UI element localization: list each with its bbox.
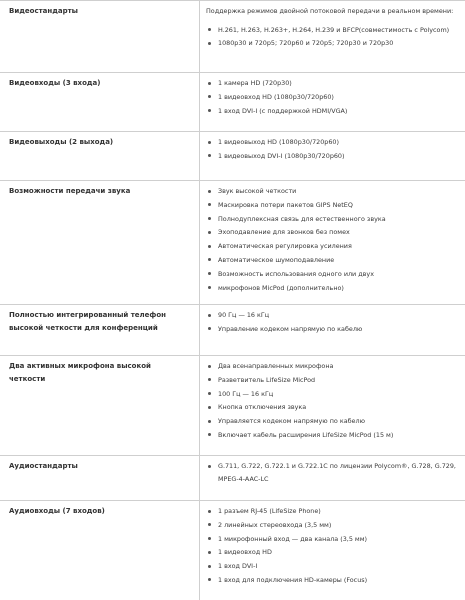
list-item: Управление кодеком напрямую по кабелю: [206, 323, 456, 336]
spec-row-audio-standards: [0, 455, 465, 500]
row-body: [206, 460, 456, 486]
column-divider: [199, 132, 200, 180]
bullet-icon: [208, 578, 211, 581]
list-item: 1 разъем RJ-45 (LifeSize Phone): [206, 505, 456, 518]
list-item: 1080p30 и 720p5; 720p60 и 720p5; 720p30 и 720p30: [206, 37, 456, 50]
list-item: 1 вход DVI-I (с поддержкой HDMI/VGA): [206, 105, 456, 118]
row-title: Видеовыходы (2 выхода): [9, 138, 114, 146]
row-title: Видеостандарты: [9, 7, 78, 15]
spec-row-audio-inputs: [0, 500, 465, 600]
column-divider: [199, 1, 200, 72]
bullet-icon: [208, 272, 211, 275]
bullet-icon: [208, 314, 211, 317]
bullet-icon: [208, 217, 211, 220]
row-body: [206, 77, 456, 118]
list-item: Автоматическое шумоподавление: [206, 254, 456, 267]
list-item: 1 видеовыход DVI-I (1080p30/720p60): [206, 150, 456, 163]
list-item: Полнодуплексная связь для естественного звука: [206, 213, 456, 226]
column-divider: [199, 305, 200, 355]
item-list: [206, 136, 456, 162]
bullet-icon: [208, 433, 211, 436]
list-item: Эхоподавление для звонков без помех: [206, 226, 456, 239]
list-item: Включает кабель расширения LifeSize MicPod (15 м): [206, 429, 456, 442]
bullet-icon: [208, 551, 211, 554]
list-item: 1 вход DVI-I: [206, 560, 456, 573]
bullet-icon: [208, 95, 211, 98]
bullet-icon: [208, 82, 211, 85]
bullet-icon: [208, 523, 211, 526]
list-item: 1 видеовыход HD (1080p30/720p60): [206, 136, 456, 149]
bullet-icon: [208, 420, 211, 423]
bullet-icon: [208, 231, 211, 234]
row-body: [206, 5, 456, 51]
bullet-icon: [208, 327, 211, 330]
list-item: 2 линейных стереовхода (3,5 мм): [206, 519, 456, 532]
item-list: [206, 24, 456, 50]
list-item: Возможность использования одного или двух: [206, 268, 456, 281]
row-body: [206, 136, 456, 164]
list-item: 1 камера HD (720p30): [206, 77, 456, 90]
column-divider: [199, 181, 200, 304]
list-item: G.711, G.722, G.722.1 и G.722.1C по лицензии Polycom®, G.728, G.729, MPEG-4-AAC-LC: [206, 460, 456, 485]
bullet-icon: [208, 109, 211, 112]
bullet-icon: [208, 190, 211, 193]
row-title: Возможности передачи звука: [9, 187, 131, 195]
list-item: 1 вход для подключения HD-камеры (Focus): [206, 574, 456, 587]
row-title: Два активных микрофона высокой четкости: [9, 362, 151, 383]
bullet-icon: [208, 203, 211, 206]
bullet-icon: [208, 565, 211, 568]
list-item: Автоматическая регулировка усиления: [206, 240, 456, 253]
item-list: [206, 360, 456, 441]
list-item: 1 видеовход HD: [206, 546, 456, 559]
spec-row-conference-phone: [0, 304, 465, 355]
list-item: Управляется кодеком напрямую по кабелю: [206, 415, 456, 428]
bullet-icon: [208, 141, 211, 144]
column-divider: [199, 501, 200, 600]
spec-row-video-outputs: [0, 131, 465, 180]
bullet-icon: [208, 537, 211, 540]
list-item: Кнопка отключения звука: [206, 401, 456, 414]
spec-row-video-inputs: [0, 72, 465, 131]
column-divider: [199, 356, 200, 455]
row-body: [206, 185, 456, 295]
row-body: [206, 360, 456, 443]
item-list: [206, 505, 456, 586]
list-item: Маскировка потери пакетов GIPS NetEQ: [206, 199, 456, 212]
bullet-icon: [208, 286, 211, 289]
row-body: [206, 505, 456, 588]
list-item: 1 микрофонный вход — два канала (3,5 мм): [206, 533, 456, 546]
item-list: [206, 185, 456, 294]
spec-row-audio-features: [0, 180, 465, 304]
item-list: [206, 77, 456, 117]
list-item: микрофонов MicPod (дополнительно): [206, 282, 456, 295]
list-item: 90 Гц — 16 кГц: [206, 309, 456, 322]
list-item: Разветвитель LifeSize MicPod: [206, 374, 456, 387]
row-intro: Поддержка режимов двойной потоковой передачи в реальном времени:: [206, 7, 454, 15]
bullet-icon: [208, 245, 211, 248]
bullet-icon: [208, 465, 211, 468]
bullet-icon: [208, 510, 211, 513]
list-item: 100 Гц — 16 кГц: [206, 388, 456, 401]
bullet-icon: [208, 42, 211, 45]
row-title: Аудиостандарты: [9, 462, 78, 470]
column-divider: [199, 73, 200, 131]
spec-row-video-standards: [0, 0, 465, 72]
row-title: Полностью интегрированный телефон высокой четкости для конференций: [9, 311, 167, 332]
bullet-icon: [208, 406, 211, 409]
list-item: Два всенаправленных микрофона: [206, 360, 456, 373]
row-title: Видеовходы (3 входа): [9, 79, 101, 87]
column-divider: [199, 456, 200, 500]
item-list: [206, 309, 456, 335]
bullet-icon: [208, 28, 211, 31]
spec-row-microphones: [0, 355, 465, 455]
list-item: H.261, H.263, H.263+, H.264, H.239 и BFCP(совместимость с Polycom): [206, 24, 456, 37]
bullet-icon: [208, 258, 211, 261]
bullet-icon: [208, 378, 211, 381]
list-item: 1 видеовход HD (1080p30/720p60): [206, 91, 456, 104]
bullet-icon: [208, 392, 211, 395]
item-list: [206, 460, 456, 485]
row-body: [206, 309, 456, 337]
list-item: Звук высокой четкости: [206, 185, 456, 198]
row-title: Аудиовходы (7 входов): [9, 507, 105, 515]
bullet-icon: [208, 365, 211, 368]
bullet-icon: [208, 154, 211, 157]
